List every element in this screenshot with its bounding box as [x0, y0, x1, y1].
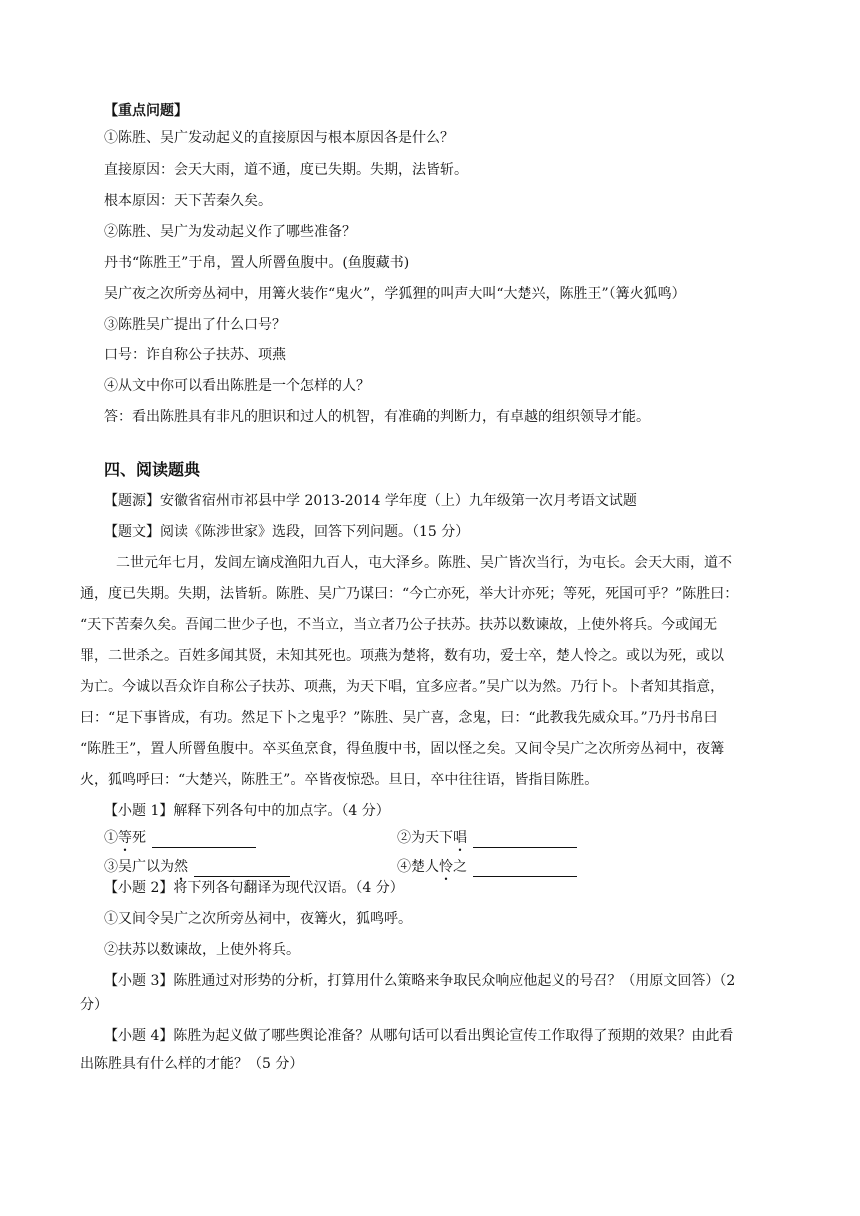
answer-blank[interactable] — [473, 860, 577, 877]
key-question-line: 答：看出陈胜具有非凡的胆识和过人的机智，有准确的判断力，有卓越的组织领导才能。 — [104, 409, 650, 425]
sub-question-2-item: ①又间令吴广之次所旁丛祠中，夜篝火，狐鸣呼。 — [104, 911, 412, 927]
passage-line: 为亡。今诚以吾众诈自称公子扶苏、项燕，为天下唱，宜多应者。”吴广以为然。乃行卜。卜者知其指意， — [80, 679, 725, 695]
sub-question-4-prompt: 【小题 4】陈胜为起义做了哪些舆论准备？从哪句话可以看出舆论宣传工作取得了预期的效果？由此看 — [104, 1028, 734, 1044]
passage-line: 曰：“足下事皆成，有功。然足下卜之鬼乎？”陈胜、吴广喜，念鬼，曰：“此教我先威众耳。”乃丹书帛曰 — [80, 710, 718, 726]
sub-question-3-prompt-cont: 分） — [80, 997, 108, 1013]
sub-question-4-prompt-cont: 出陈胜具有什么样的才能？（5 分） — [80, 1056, 304, 1072]
passage-line: 火，狐鸣呼曰：“大楚兴，陈胜王”。卒皆夜惊恐。旦日，卒中往往语，皆指目陈胜。 — [80, 772, 599, 788]
key-question-line: ④从文中你可以看出陈胜是一个怎样的人？ — [104, 378, 370, 394]
key-questions-heading: 【重点问题】 — [104, 103, 188, 119]
key-question-line: 丹书“陈胜王”于帛，置人所罾鱼腹中。(鱼腹藏书) — [104, 255, 410, 271]
passage-line: 二世元年七月，发闾左谪戍渔阳九百人，屯大泽乡。陈胜、吴广皆次当行，为屯长。会天大雨，道不 — [116, 555, 732, 571]
sub-question-2-item: ②扶苏以数谏故，上使外将兵。 — [104, 942, 300, 958]
sub-question-3-prompt: 【小题 3】陈胜通过对形势的分析，打算用什么策略来争取民众响应他起义的号召？（用原文回答）（2 — [104, 973, 736, 989]
sub-question-1-item: ④楚人怜之 — [397, 857, 577, 877]
question-source: 【题源】安徽省宿州市祁县中学 2013-2014 学年度（上）九年级第一次月考语文试题 — [104, 493, 637, 509]
dotted-character: 然 — [174, 859, 188, 875]
key-question-line: ②陈胜、吴广为发动起义作了哪些准备？ — [104, 224, 356, 240]
sub-question-1-item: ①等死 — [104, 828, 256, 848]
passage-line: “天下苦秦久矣。吾闻二世少子也，不当立，当立者乃公子扶苏。扶苏以数谏故，上使外将兵。今或闻无 — [80, 617, 718, 633]
sub-question-2-prompt: 【小题 2】将下列各句翻译为现代汉语。（4 分） — [104, 880, 404, 896]
answer-blank[interactable] — [194, 860, 290, 877]
key-question-line: 直接原因：会天大雨，道不通，度已失期。失期，法皆斩。 — [104, 162, 468, 178]
key-question-line: ③陈胜吴广提出了什么口号？ — [104, 317, 286, 333]
question-text: 【题文】阅读《陈涉世家》选段，回答下列问题。（15 分） — [104, 524, 470, 540]
answer-blank[interactable] — [152, 831, 256, 848]
answer-blank[interactable] — [473, 831, 577, 848]
dotted-character: 怜 — [439, 859, 453, 875]
sub-question-1-prompt: 【小题 1】解释下列各句中的加点字。（4 分） — [104, 803, 390, 819]
dotted-character: 唱 — [453, 830, 467, 846]
key-question-line: 根本原因：天下苦秦久矣。 — [104, 193, 272, 209]
sub-question-1-item: ②为天下唱 — [397, 828, 577, 848]
passage-line: “陈胜王”，置人所罾鱼腹中。卒买鱼烹食，得鱼腹中书，固以怪之矣。又间令吴广之次所旁丛祠中，夜篝 — [80, 741, 725, 757]
key-question-line: 口号：诈自称公子扶苏、项燕 — [104, 347, 286, 363]
passage-line: 罪，二世杀之。百姓多闻其贤，未知其死也。项燕为楚将，数有功，爱士卒，楚人怜之。或以为死，或以 — [80, 648, 724, 664]
section-title: 四、阅读题典 — [104, 460, 201, 479]
passage-line: 通，度已失期。失期，法皆斩。陈胜、吴广乃谋曰：“今亡亦死，举大计亦死；等死，死国可乎？”陈胜曰： — [80, 586, 739, 602]
sub-question-1-item: ③吴广以为然 — [104, 857, 290, 877]
key-question-line: ①陈胜、吴广发动起义的直接原因与根本原因各是什么？ — [104, 130, 454, 146]
dotted-character: 等 — [118, 830, 132, 846]
key-question-line: 吴广夜之次所旁丛祠中，用篝火装作“鬼火”，学狐狸的叫声大叫“大楚兴，陈胜王”（篝火狐鸣） — [104, 286, 686, 302]
